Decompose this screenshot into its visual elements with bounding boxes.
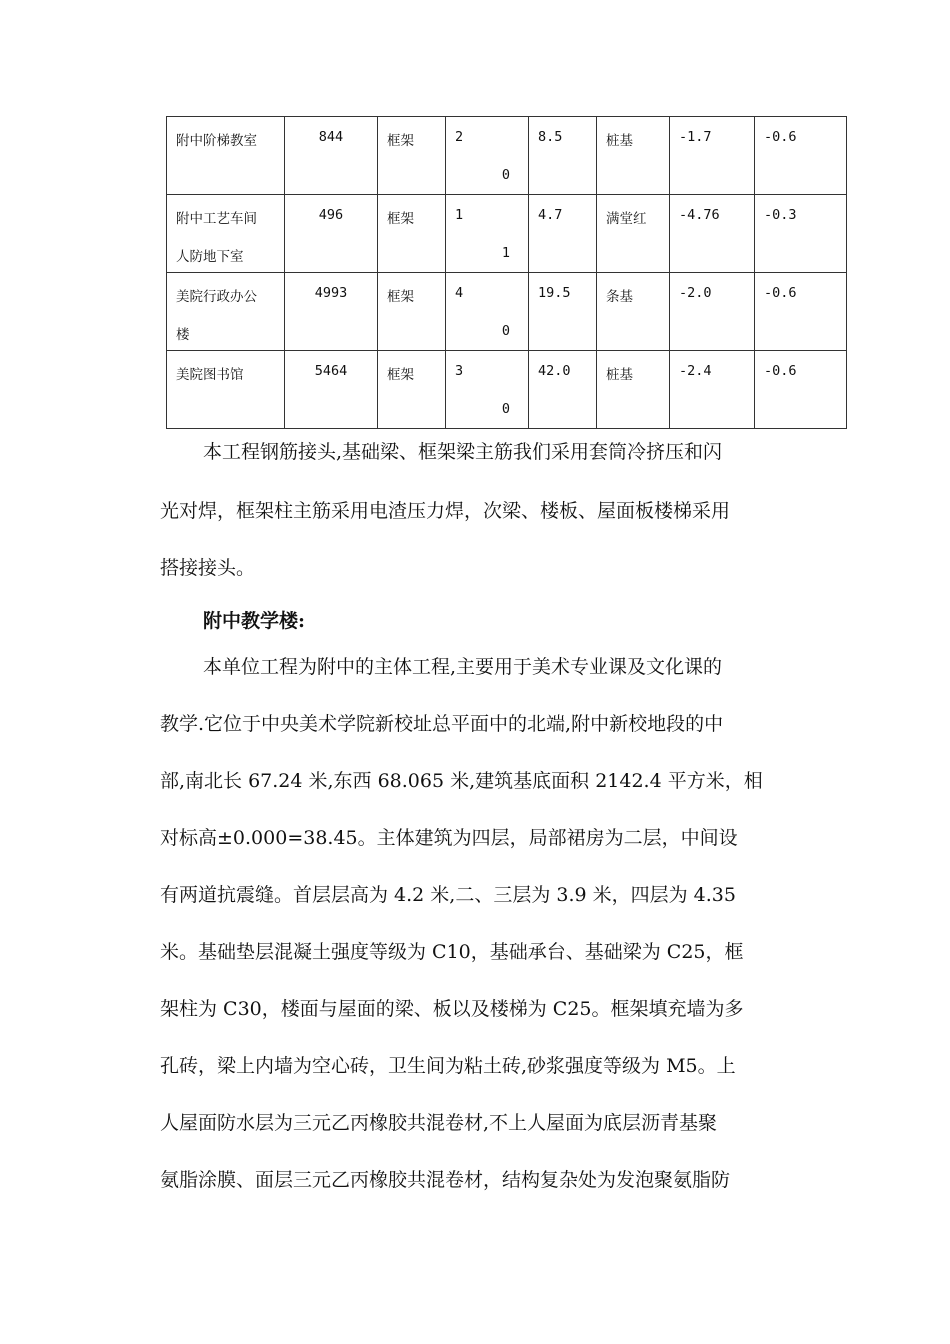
paragraph-line: 教学.它位于中央美术学院新校址总平面中的北端,附中新校地段的中 bbox=[160, 713, 724, 735]
table-row bbox=[167, 117, 847, 195]
cell-floors-text: 1 bbox=[455, 207, 464, 223]
cell-foundation bbox=[597, 195, 670, 273]
cell-elev-1-text: -2.0 bbox=[679, 285, 712, 301]
cell-structure bbox=[378, 351, 446, 429]
paragraph-line: 部,南北长 67.24 米,东西 68.065 米,建筑基底面积 2142.4 平方米，相 bbox=[160, 770, 763, 792]
cell-name-text: 人防地下室 bbox=[176, 249, 244, 265]
cell-elev-2 bbox=[755, 273, 847, 351]
cell-elev-1-text: -2.4 bbox=[679, 363, 712, 379]
cell-name bbox=[167, 351, 285, 429]
cell-foundation-text: 桩基 bbox=[606, 367, 633, 383]
cell-floors bbox=[446, 273, 529, 351]
cell-elev-1 bbox=[670, 195, 755, 273]
cell-height bbox=[529, 273, 597, 351]
cell-foundation bbox=[597, 351, 670, 429]
paragraph-line: 有两道抗震缝。首层层高为 4.2 米,二、三层为 3.9 米，四层为 4.35 bbox=[160, 884, 736, 906]
cell-height-text: 8.5 bbox=[538, 129, 563, 145]
cell-elev-1 bbox=[670, 117, 755, 195]
paragraph-line: 本工程钢筋接头,基础梁、框架梁主筋我们采用套筒冷挤压和闪 bbox=[203, 441, 723, 463]
section-heading: 附中教学楼: bbox=[203, 610, 306, 632]
cell-foundation-text: 条基 bbox=[606, 289, 633, 305]
cell-elev-2-text: -0.6 bbox=[764, 129, 797, 145]
cell-structure-text: 框架 bbox=[387, 367, 414, 383]
cell-elev-1 bbox=[670, 351, 755, 429]
paragraph-line: 孔砖，梁上内墙为空心砖，卫生间为粘土砖,砂浆强度等级为 M5。上 bbox=[160, 1055, 736, 1077]
cell-floors-text: 0 bbox=[501, 167, 510, 183]
cell-area bbox=[285, 195, 378, 273]
cell-floors-text: 0 bbox=[501, 401, 510, 417]
cell-area bbox=[285, 117, 378, 195]
paragraph-line: 对标高±0.000=38.45。主体建筑为四层，局部裙房为二层，中间设 bbox=[160, 827, 738, 849]
cell-floors-text: 0 bbox=[501, 323, 510, 339]
cell-area-text: 496 bbox=[318, 207, 344, 223]
cell-name-text: 附中工艺车间 bbox=[176, 211, 257, 227]
cell-area bbox=[285, 273, 378, 351]
cell-floors bbox=[446, 351, 529, 429]
cell-name bbox=[167, 195, 285, 273]
cell-name bbox=[167, 117, 285, 195]
paragraph-line: 本单位工程为附中的主体工程,主要用于美术专业课及文化课的 bbox=[203, 656, 723, 678]
cell-elev-1-text: -1.7 bbox=[679, 129, 712, 145]
cell-name bbox=[167, 273, 285, 351]
table-row bbox=[167, 351, 847, 429]
cell-name-text: 附中阶梯教室 bbox=[176, 133, 257, 149]
paragraph-line: 搭接接头。 bbox=[160, 557, 256, 579]
cell-foundation-text: 满堂红 bbox=[606, 211, 647, 227]
cell-foundation-text: 桩基 bbox=[606, 133, 633, 149]
cell-foundation bbox=[597, 117, 670, 195]
cell-height-text: 19.5 bbox=[538, 285, 571, 301]
table-row bbox=[167, 273, 847, 351]
cell-elev-2-text: -0.6 bbox=[764, 285, 797, 301]
cell-floors-text: 3 bbox=[455, 363, 464, 379]
cell-foundation bbox=[597, 273, 670, 351]
cell-structure bbox=[378, 117, 446, 195]
cell-height bbox=[529, 351, 597, 429]
cell-structure-text: 框架 bbox=[387, 133, 414, 149]
paragraph-line: 米。基础垫层混凝土强度等级为 C10，基础承台、基础梁为 C25，框 bbox=[160, 941, 744, 963]
cell-elev-1-text: -4.76 bbox=[679, 207, 720, 223]
paragraph-line: 氨脂涂膜、面层三元乙丙橡胶共混卷材，结构复杂处为发泡聚氨脂防 bbox=[160, 1169, 731, 1191]
paragraph-line: 光对焊，框架柱主筋采用电渣压力焊，次梁、楼板、屋面板楼梯采用 bbox=[160, 500, 731, 522]
cell-area-text: 4993 bbox=[314, 285, 348, 301]
cell-elev-1 bbox=[670, 273, 755, 351]
cell-height bbox=[529, 195, 597, 273]
cell-area bbox=[285, 351, 378, 429]
table-row bbox=[167, 195, 847, 273]
cell-height-text: 42.0 bbox=[538, 363, 571, 379]
cell-name-text: 楼 bbox=[176, 327, 190, 343]
cell-floors bbox=[446, 195, 529, 273]
cell-area-text: 5464 bbox=[314, 363, 348, 379]
cell-height bbox=[529, 117, 597, 195]
paragraph-line: 架柱为 C30，楼面与屋面的梁、板以及楼梯为 C25。框架填充墙为多 bbox=[160, 998, 744, 1020]
cell-height-text: 4.7 bbox=[538, 207, 563, 223]
cell-name-text: 美院行政办公 bbox=[176, 289, 257, 305]
cell-structure bbox=[378, 273, 446, 351]
paragraph-line: 人屋面防水层为三元乙丙橡胶共混卷材,不上人屋面为底层沥青基聚 bbox=[160, 1112, 718, 1134]
cell-structure-text: 框架 bbox=[387, 289, 414, 305]
cell-floors bbox=[446, 117, 529, 195]
cell-elev-2 bbox=[755, 117, 847, 195]
cell-name-text: 美院图书馆 bbox=[176, 367, 244, 383]
cell-floors-text: 1 bbox=[501, 245, 510, 261]
cell-elev-2 bbox=[755, 195, 847, 273]
cell-area-text: 844 bbox=[318, 129, 344, 145]
cell-floors-text: 2 bbox=[455, 129, 464, 145]
cell-elev-2 bbox=[755, 351, 847, 429]
building-table bbox=[166, 116, 847, 429]
cell-floors-text: 4 bbox=[455, 285, 464, 301]
cell-elev-2-text: -0.6 bbox=[764, 363, 797, 379]
cell-structure bbox=[378, 195, 446, 273]
cell-structure-text: 框架 bbox=[387, 211, 414, 227]
cell-elev-2-text: -0.3 bbox=[764, 207, 797, 223]
